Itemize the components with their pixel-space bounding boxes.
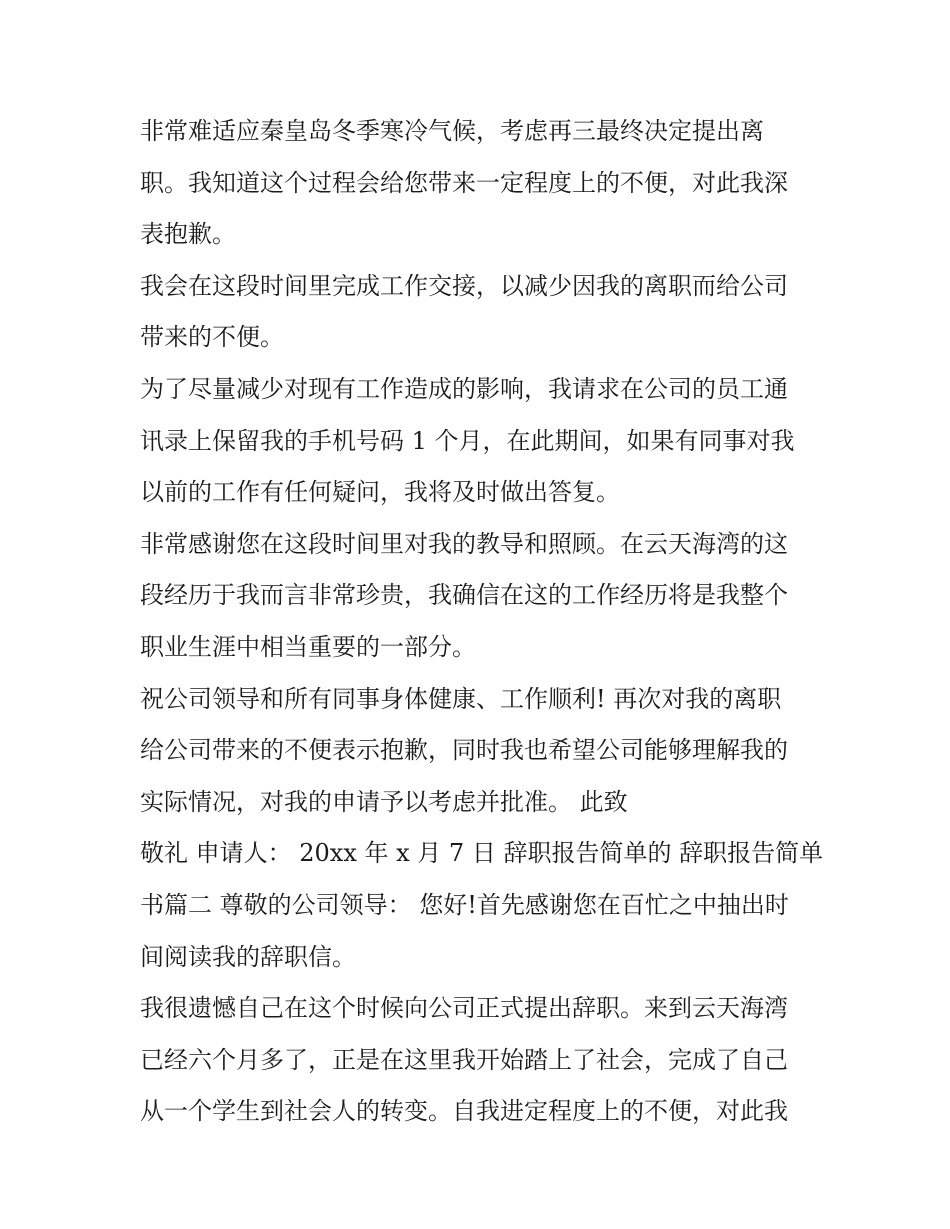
paragraph-4 <box>140 519 820 674</box>
text-line: 实际情况，对我的申请予以考虑并批准。 此致 <box>140 787 628 816</box>
text-line: 祝公司领导和所有同事身体健康、工作顺利! 再次对我的离职 <box>140 684 782 713</box>
text-line: 给公司带来的不便表示抱歉，同时我也希望公司能够理解我的 <box>140 736 788 765</box>
text-line: 我会在这段时间里完成工作交接，以减少因我的离职而给公司 <box>140 271 788 300</box>
paragraph-5 <box>140 674 820 829</box>
document-body <box>140 106 824 1138</box>
paragraph-3 <box>140 364 820 519</box>
text-line: 敬礼 申请人： 20xx 年 x 月 7 日 辞职报告简单的 辞职报告简单 <box>140 839 824 868</box>
text-line: 带来的不便。 <box>140 323 284 352</box>
text-line: 以前的工作有任何疑问，我将及时做出答复。 <box>140 478 620 507</box>
paragraph-1 <box>140 106 820 261</box>
text-line: 间阅读我的辞职信。 <box>140 942 356 971</box>
text-line: 书篇二 尊敬的公司领导： 您好!首先感谢您在百忙之中抽出时 <box>140 890 789 919</box>
text-line: 职。我知道这个过程会给您带来一定程度上的不便，对此我深 <box>140 168 788 197</box>
text-line: 非常感谢您在这段时间里对我的教导和照顾。在云天海湾的这 <box>140 529 788 558</box>
text-line: 从一个学生到社会人的转变。自我进定程度上的不便，对此我 <box>140 1097 788 1126</box>
text-line: 已经六个月多了，正是在这里我开始踏上了社会，完成了自己 <box>140 1045 788 1074</box>
text-line: 职业生涯中相当重要的一部分。 <box>140 632 476 661</box>
paragraph-7 <box>140 983 820 1138</box>
text-line: 为了尽量减少对现有工作造成的影响，我请求在公司的员工通 <box>140 374 788 403</box>
paragraph-2 <box>140 261 820 364</box>
paragraph-6 <box>140 828 824 983</box>
text-line: 讯录上保留我的手机号码 1 个月，在此期间，如果有同事对我 <box>140 426 795 455</box>
text-line: 段经历于我而言非常珍贵，我确信在这的工作经历将是我整个 <box>140 581 788 610</box>
text-line: 表抱歉。 <box>140 220 236 249</box>
text-line: 非常难适应秦皇岛冬季寒冷气候，考虑再三最终决定提出离 <box>140 117 764 145</box>
text-line: 我很遗憾自己在这个时候向公司正式提出辞职。来到云天海湾 <box>140 994 788 1023</box>
